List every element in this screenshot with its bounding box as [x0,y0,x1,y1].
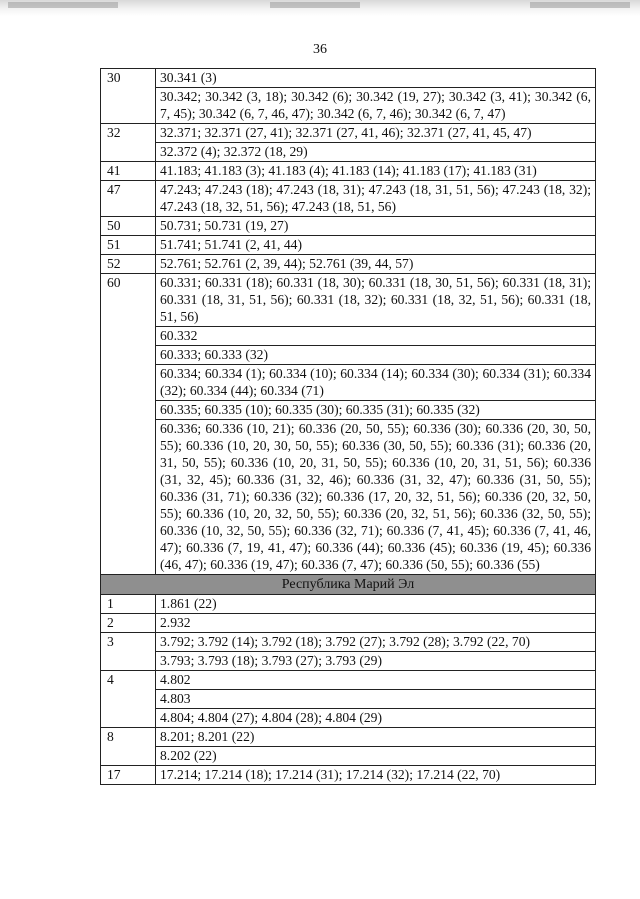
code-list: 60.333; 60.333 (32) [156,346,596,365]
row-number: 2 [101,614,156,633]
code-list: 8.201; 8.201 (22) [156,728,596,747]
scan-artifact [270,2,360,8]
code-list: 4.803 [156,690,596,709]
table-row [101,633,596,652]
table-row [101,595,596,614]
table-row [101,181,596,217]
table-row [101,766,596,785]
section-title: Республика Марий Эл [101,575,596,595]
code-list: 3.792; 3.792 (14); 3.792 (18); 3.792 (27); 3.792 (28); 3.792 (22, 70) [156,633,596,652]
row-number: 52 [101,255,156,274]
row-number: 8 [101,728,156,766]
code-list: 8.202 (22) [156,747,596,766]
table-row [101,365,596,401]
table-row [101,236,596,255]
row-number: 60 [101,274,156,575]
code-list: 60.332 [156,327,596,346]
table-row [101,217,596,236]
code-list: 4.802 [156,671,596,690]
row-number: 17 [101,766,156,785]
code-list: 32.372 (4); 32.372 (18, 29) [156,143,596,162]
code-list: 41.183; 41.183 (3); 41.183 (4); 41.183 (14); 41.183 (17); 41.183 (31) [156,162,596,181]
row-number: 3 [101,633,156,671]
table-row [101,709,596,728]
code-list: 60.331; 60.331 (18); 60.331 (18, 30); 60.331 (18, 30, 51, 56); 60.331 (18, 31); 60.331 (18, 31, 51, 56); 60.331 (18, 32); 60.331 (18, 32, 51, 56); 60.331 (18, 51, 56) [156,274,596,327]
code-list: 60.336; 60.336 (10, 21); 60.336 (20, 50, 55); 60.336 (30); 60.336 (20, 30, 50, 55); 60.336 (10, 20, 30, 50, 55); 60.336 (30, 50, 55); 60.336 (31); 60.336 (20, 31, 50, 55); 60.336 (10, 20, 31, 50, 55); 60.336 (10, 20, 31, 51, 56); 60.336 (31, 32, 45); 60.336 (31, 32, 46); 60.336 (31, 32, 47); 60.336 (31, 50, 55); 60.336 (31, 71); 60.336 (32); 60.336 (17, 20, 32, 51, 56); 60.336 (20, 32, 50, 55); 60.336 (10, 20, 32, 50, 55); 60.336 (20, 32, 51, 56); 60.336 (32, 50, 55); 60.336 (10, 32, 50, 55); 60.336 (32, 71); 60.336 (7, 41, 45); 60.336 (7, 41, 46, 47); 60.336 (7, 19, 41, 47); 60.336 (44); 60.336 (45); 60.336 (19, 45); 60.336 (46, 47); 60.336 (19, 47); 60.336 (7, 47); 60.336 (50, 55); 60.336 (55) [156,420,596,575]
table-row [101,614,596,633]
table-row [101,420,596,575]
table-row [101,690,596,709]
table-row [101,747,596,766]
code-list: 52.761; 52.761 (2, 39, 44); 52.761 (39, 44, 57) [156,255,596,274]
table-row [101,255,596,274]
row-number: 50 [101,217,156,236]
code-list: 4.804; 4.804 (27); 4.804 (28); 4.804 (29) [156,709,596,728]
code-list: 60.335; 60.335 (10); 60.335 (30); 60.335 (31); 60.335 (32) [156,401,596,420]
row-number: 32 [101,124,156,162]
table-row [101,652,596,671]
codes-table [100,68,596,785]
code-list: 47.243; 47.243 (18); 47.243 (18, 31); 47.243 (18, 31, 51, 56); 47.243 (18, 32); 47.243 (18, 32, 51, 56); 47.243 (18, 51, 56) [156,181,596,217]
code-list: 30.341 (3) [156,69,596,88]
table-row [101,728,596,747]
scan-edge [0,0,640,16]
page-number: 36 [313,42,327,57]
code-list: 1.861 (22) [156,595,596,614]
table-row [101,162,596,181]
row-number: 47 [101,181,156,217]
code-list: 2.932 [156,614,596,633]
row-number: 51 [101,236,156,255]
section-header-row [101,575,596,595]
table-body-after-section [101,595,596,785]
scan-artifact [530,2,630,8]
table-row [101,143,596,162]
row-number: 30 [101,69,156,124]
scan-artifact [8,2,118,8]
table-row [101,69,596,88]
code-list: 60.334; 60.334 (1); 60.334 (10); 60.334 (14); 60.334 (30); 60.334 (31); 60.334 (32); 60.334 (44); 60.334 (71) [156,365,596,401]
code-list: 50.731; 50.731 (19, 27) [156,217,596,236]
code-list: 3.793; 3.793 (18); 3.793 (27); 3.793 (29) [156,652,596,671]
row-number: 4 [101,671,156,728]
code-list: 32.371; 32.371 (27, 41); 32.371 (27, 41, 46); 32.371 (27, 41, 45, 47) [156,124,596,143]
row-number: 41 [101,162,156,181]
table-row [101,671,596,690]
code-list: 30.342; 30.342 (3, 18); 30.342 (6); 30.342 (19, 27); 30.342 (3, 41); 30.342 (6, 7, 45); 30.342 (6, 7, 46, 47); 30.342 (6, 7, 46); 30.342 (6, 7, 47) [156,88,596,124]
table-row [101,327,596,346]
table-row [101,401,596,420]
table-row [101,274,596,327]
code-list: 51.741; 51.741 (2, 41, 44) [156,236,596,255]
table-row [101,88,596,124]
table-body-before-section [101,69,596,575]
code-list: 17.214; 17.214 (18); 17.214 (31); 17.214 (32); 17.214 (22, 70) [156,766,596,785]
table-row [101,124,596,143]
table-row [101,346,596,365]
row-number: 1 [101,595,156,614]
section-header-body [101,575,596,595]
